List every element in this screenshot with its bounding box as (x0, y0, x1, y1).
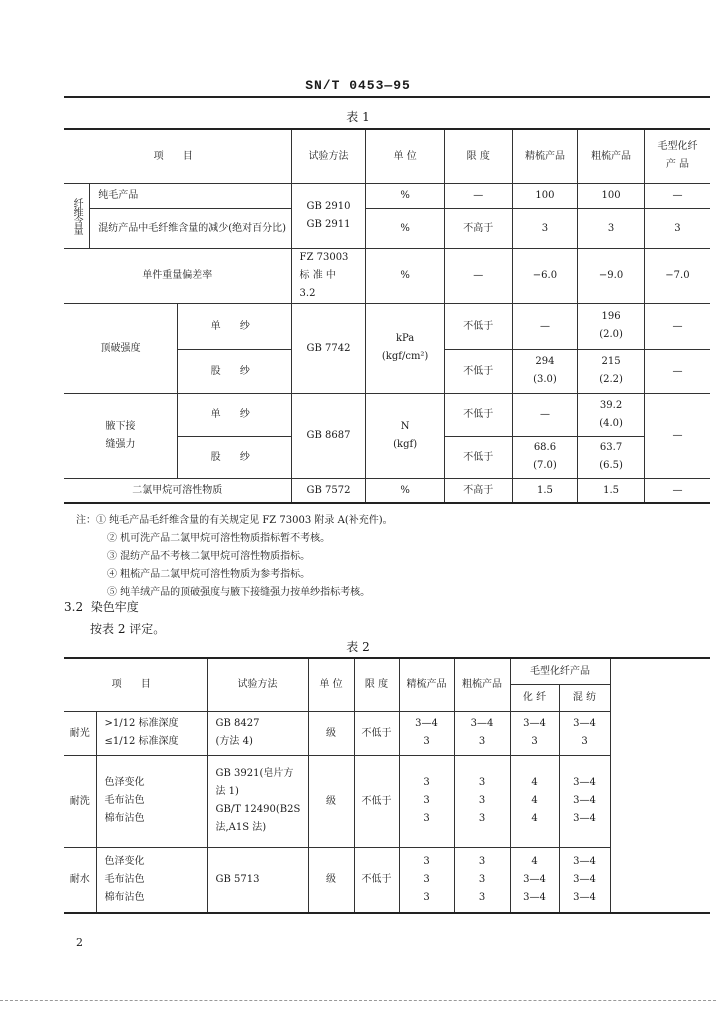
wash-blend: 3—4 3—4 3—4 (559, 755, 610, 847)
header-rule (64, 96, 710, 98)
t2-header-spacer-2 (610, 684, 710, 711)
note-3: ③ 混纺产品不考核二氯甲烷可溶性物质指标。 (107, 551, 311, 562)
burst-ply-label: 股 纱 (178, 349, 292, 393)
seam-strength-label: 腋下接 缝强力 (64, 393, 178, 478)
seam-method: GB 8687 (291, 393, 366, 478)
light-label: 耐光 (64, 711, 96, 755)
burst-ply-limit: 不低于 (444, 349, 512, 393)
note-5: ⑤ 纯羊绒产品的顶破强度与腋下接缝强力按单纱指标考核。 (107, 587, 371, 598)
dcm-label: 二氯甲烷可溶性物质 (64, 478, 291, 503)
table-1 (64, 128, 710, 504)
water-spacer (610, 847, 710, 913)
wash-fiber: 4 4 4 (510, 755, 559, 847)
t2-header-chem: 毛型化纤产品 (510, 658, 610, 684)
light-limit: 不低于 (354, 711, 399, 755)
weight-unit: % (366, 248, 444, 303)
t1-header-method: 试验方法 (291, 129, 366, 183)
burst-single-limit: 不低于 (444, 303, 512, 349)
weight-deviation-label: 单件重量偏差率 (64, 248, 291, 303)
t1-header-chem: 毛型化纤 产 品 (644, 129, 710, 183)
wash-unit: 级 (308, 755, 354, 847)
weight-limit: — (444, 248, 512, 303)
note-1: 注：① 纯毛产品毛纤维含量的有关规定见 FZ 73003 附录 A(补充件)。 (76, 515, 393, 526)
wash-subitems: 色泽变化 毛布沾色 棉布沾色 (96, 755, 207, 847)
dcm-chem: — (644, 478, 710, 503)
t2-header-blend: 混 纺 (559, 684, 610, 711)
note-2: ② 机可洗产品二氯甲烷可溶性物质指标暂不考核。 (107, 533, 331, 544)
weight-method: FZ 73003 标 准 中 3.2 (291, 248, 366, 303)
wash-label: 耐洗 (64, 755, 96, 847)
document-code: SN/T 0453—95 (305, 78, 411, 93)
t2-header-coarse: 粗梳产品 (454, 658, 510, 711)
t2-header-limit: 限 度 (354, 658, 399, 711)
seam-single-coarse: 39.2 (4.0) (578, 393, 645, 436)
weight-coarse: −9.0 (578, 248, 645, 303)
table-2 (64, 657, 710, 914)
water-unit: 级 (308, 847, 354, 913)
fiber-method: GB 2910 GB 2911 (291, 183, 366, 248)
seam-ply-coarse: 63.7 (6.5) (578, 436, 645, 478)
wash-spacer (610, 755, 710, 847)
pure-chem: — (644, 183, 710, 208)
seam-single-fine: — (512, 393, 578, 436)
seam-single-limit: 不低于 (444, 393, 512, 436)
weight-fine: −6.0 (512, 248, 578, 303)
wash-coarse: 3 3 3 (454, 755, 510, 847)
dcm-coarse: 1.5 (578, 478, 645, 503)
seam-unit: N (kgf) (366, 393, 444, 478)
light-unit: 级 (308, 711, 354, 755)
dcm-fine: 1.5 (512, 478, 578, 503)
water-label: 耐水 (64, 847, 96, 913)
t2-header-fiber: 化 纤 (510, 684, 559, 711)
t1-header-limit: 限 度 (444, 129, 512, 183)
water-coarse: 3 3 3 (454, 847, 510, 913)
pure-wool-label: 纯毛产品 (90, 183, 291, 208)
water-method: GB 5713 (207, 847, 308, 913)
water-limit: 不低于 (354, 847, 399, 913)
burst-single-chem: — (644, 303, 710, 349)
t1-header-unit: 单 位 (366, 129, 444, 183)
pure-coarse: 100 (578, 183, 645, 208)
light-spacer (610, 711, 710, 755)
t1-header-item: 项 目 (64, 129, 291, 183)
section-heading (64, 598, 139, 615)
blend-fine: 3 (512, 208, 578, 248)
seam-ply-label: 股 纱 (178, 436, 292, 478)
blend-coarse: 3 (578, 208, 645, 248)
fiber-content-group: 纤维含量 (64, 183, 90, 248)
footer-rule (0, 1000, 716, 1001)
light-method: GB 8427 (方法 4) (207, 711, 308, 755)
burst-ply-chem: — (644, 349, 710, 393)
dcm-limit: 不高于 (444, 478, 512, 503)
light-fine: 3—4 3 (399, 711, 454, 755)
water-blend: 3—4 3—4 3—4 (559, 847, 610, 913)
t2-header-item: 项 目 (64, 658, 207, 711)
table1-notes (76, 512, 393, 602)
burst-ply-coarse: 215 (2.2) (578, 349, 645, 393)
section-number: 3.2 (64, 600, 84, 614)
light-coarse: 3—4 3 (454, 711, 510, 755)
burst-ply-fine: 294 (3.0) (512, 349, 578, 393)
light-fiber: 3—4 3 (510, 711, 559, 755)
t2-header-spacer (610, 658, 710, 684)
blend-unit: % (366, 208, 444, 248)
weight-chem: −7.0 (644, 248, 710, 303)
t1-header-coarse: 粗梳产品 (578, 129, 645, 183)
seam-ply-limit: 不低于 (444, 436, 512, 478)
burst-method: GB 7742 (291, 303, 366, 393)
t2-header-method: 试验方法 (207, 658, 308, 711)
blend-limit: 不高于 (444, 208, 512, 248)
section-body: 按表 2 评定。 (90, 622, 166, 636)
dcm-unit: % (366, 478, 444, 503)
wash-method: GB 3921(皂片方 法 1) GB/T 12490(B2S 法,A1S 法) (207, 755, 308, 847)
t1-header-fine: 精梳产品 (512, 129, 578, 183)
burst-single-label: 单 纱 (178, 303, 292, 349)
blend-label: 混纺产品中毛纤维含量的减少(绝对百分比) (90, 208, 291, 248)
t2-header-unit: 单 位 (308, 658, 354, 711)
page-number: 2 (76, 936, 83, 949)
blend-chem: 3 (644, 208, 710, 248)
note-4: ④ 粗梳产品二氯甲烷可溶性物质为参考指标。 (107, 569, 311, 580)
table2-caption: 表 2 (346, 640, 370, 654)
wash-limit: 不低于 (354, 755, 399, 847)
section-title: 染色牢度 (90, 600, 139, 614)
light-subitems: >1/12 标准深度 ≤1/12 标准深度 (96, 711, 207, 755)
table1-caption: 表 1 (346, 110, 370, 124)
t2-header-fine: 精梳产品 (399, 658, 454, 711)
seam-single-label: 单 纱 (178, 393, 292, 436)
wash-fine: 3 3 3 (399, 755, 454, 847)
water-fiber: 4 3—4 3—4 (510, 847, 559, 913)
burst-unit: kPa (kgf/cm²) (366, 303, 444, 393)
seam-chem: — (644, 393, 710, 478)
pure-unit: % (366, 183, 444, 208)
seam-ply-fine: 68.6 (7.0) (512, 436, 578, 478)
burst-single-coarse: 196 (2.0) (578, 303, 645, 349)
dcm-method: GB 7572 (291, 478, 366, 503)
pure-limit: — (444, 183, 512, 208)
water-subitems: 色泽变化 毛布沾色 棉布沾色 (96, 847, 207, 913)
burst-single-fine: — (512, 303, 578, 349)
burst-strength-label: 顶破强度 (64, 303, 178, 393)
pure-fine: 100 (512, 183, 578, 208)
light-blend: 3—4 3 (559, 711, 610, 755)
water-fine: 3 3 3 (399, 847, 454, 913)
